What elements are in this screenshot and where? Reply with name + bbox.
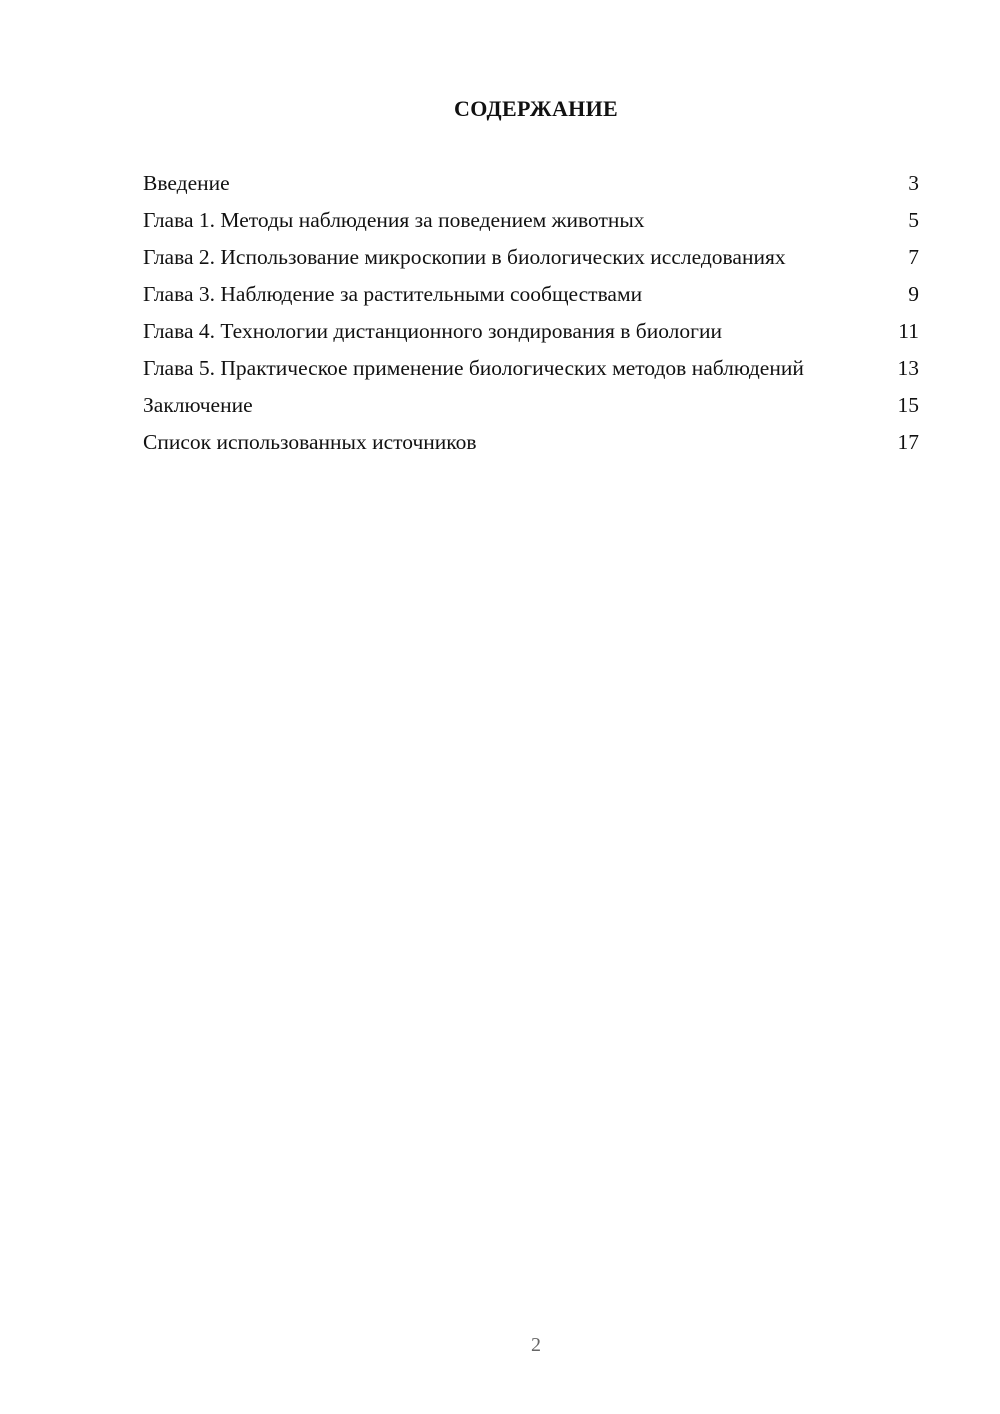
toc-entry-page: 11 (898, 319, 919, 343)
toc-entry-title: Глава 3. Наблюдение за растительными сообществами (143, 282, 643, 306)
toc-entry-page: 17 (897, 430, 919, 454)
toc-entry-page: 5 (908, 208, 919, 232)
toc-entry-title: Глава 1. Методы наблюдения за поведением животных (143, 208, 645, 232)
toc-entry-chapter-5 (143, 355, 919, 381)
toc-entry-chapter-4 (143, 318, 919, 344)
toc-entry-references (143, 429, 919, 455)
toc-entry-introduction (143, 170, 919, 196)
toc-entry-chapter-2 (143, 244, 919, 270)
toc-entry-page: 3 (908, 171, 919, 195)
toc-entry-page: 15 (897, 393, 919, 417)
toc-entry-conclusion (143, 392, 919, 418)
toc-entry-title: Заключение (143, 393, 253, 417)
toc-entry-page: 7 (908, 245, 919, 269)
page-title: СОДЕРЖАНИЕ (454, 96, 618, 121)
toc-entry-chapter-3 (143, 281, 919, 307)
toc-entry-page: 13 (897, 356, 919, 380)
table-of-contents (143, 170, 919, 466)
toc-entry-chapter-1 (143, 207, 919, 233)
toc-entry-title: Глава 2. Использование микроскопии в биологических исследованиях (143, 245, 786, 269)
toc-entry-title: Введение (143, 171, 230, 195)
toc-entry-title: Глава 5. Практическое применение биологических методов наблюдений (143, 356, 804, 380)
toc-entry-title: Список использованных источников (143, 430, 477, 454)
toc-entry-title: Глава 4. Технологии дистанционного зондирования в биологии (143, 319, 722, 343)
page-number: 2 (531, 1334, 541, 1356)
toc-entry-page: 9 (908, 282, 919, 306)
